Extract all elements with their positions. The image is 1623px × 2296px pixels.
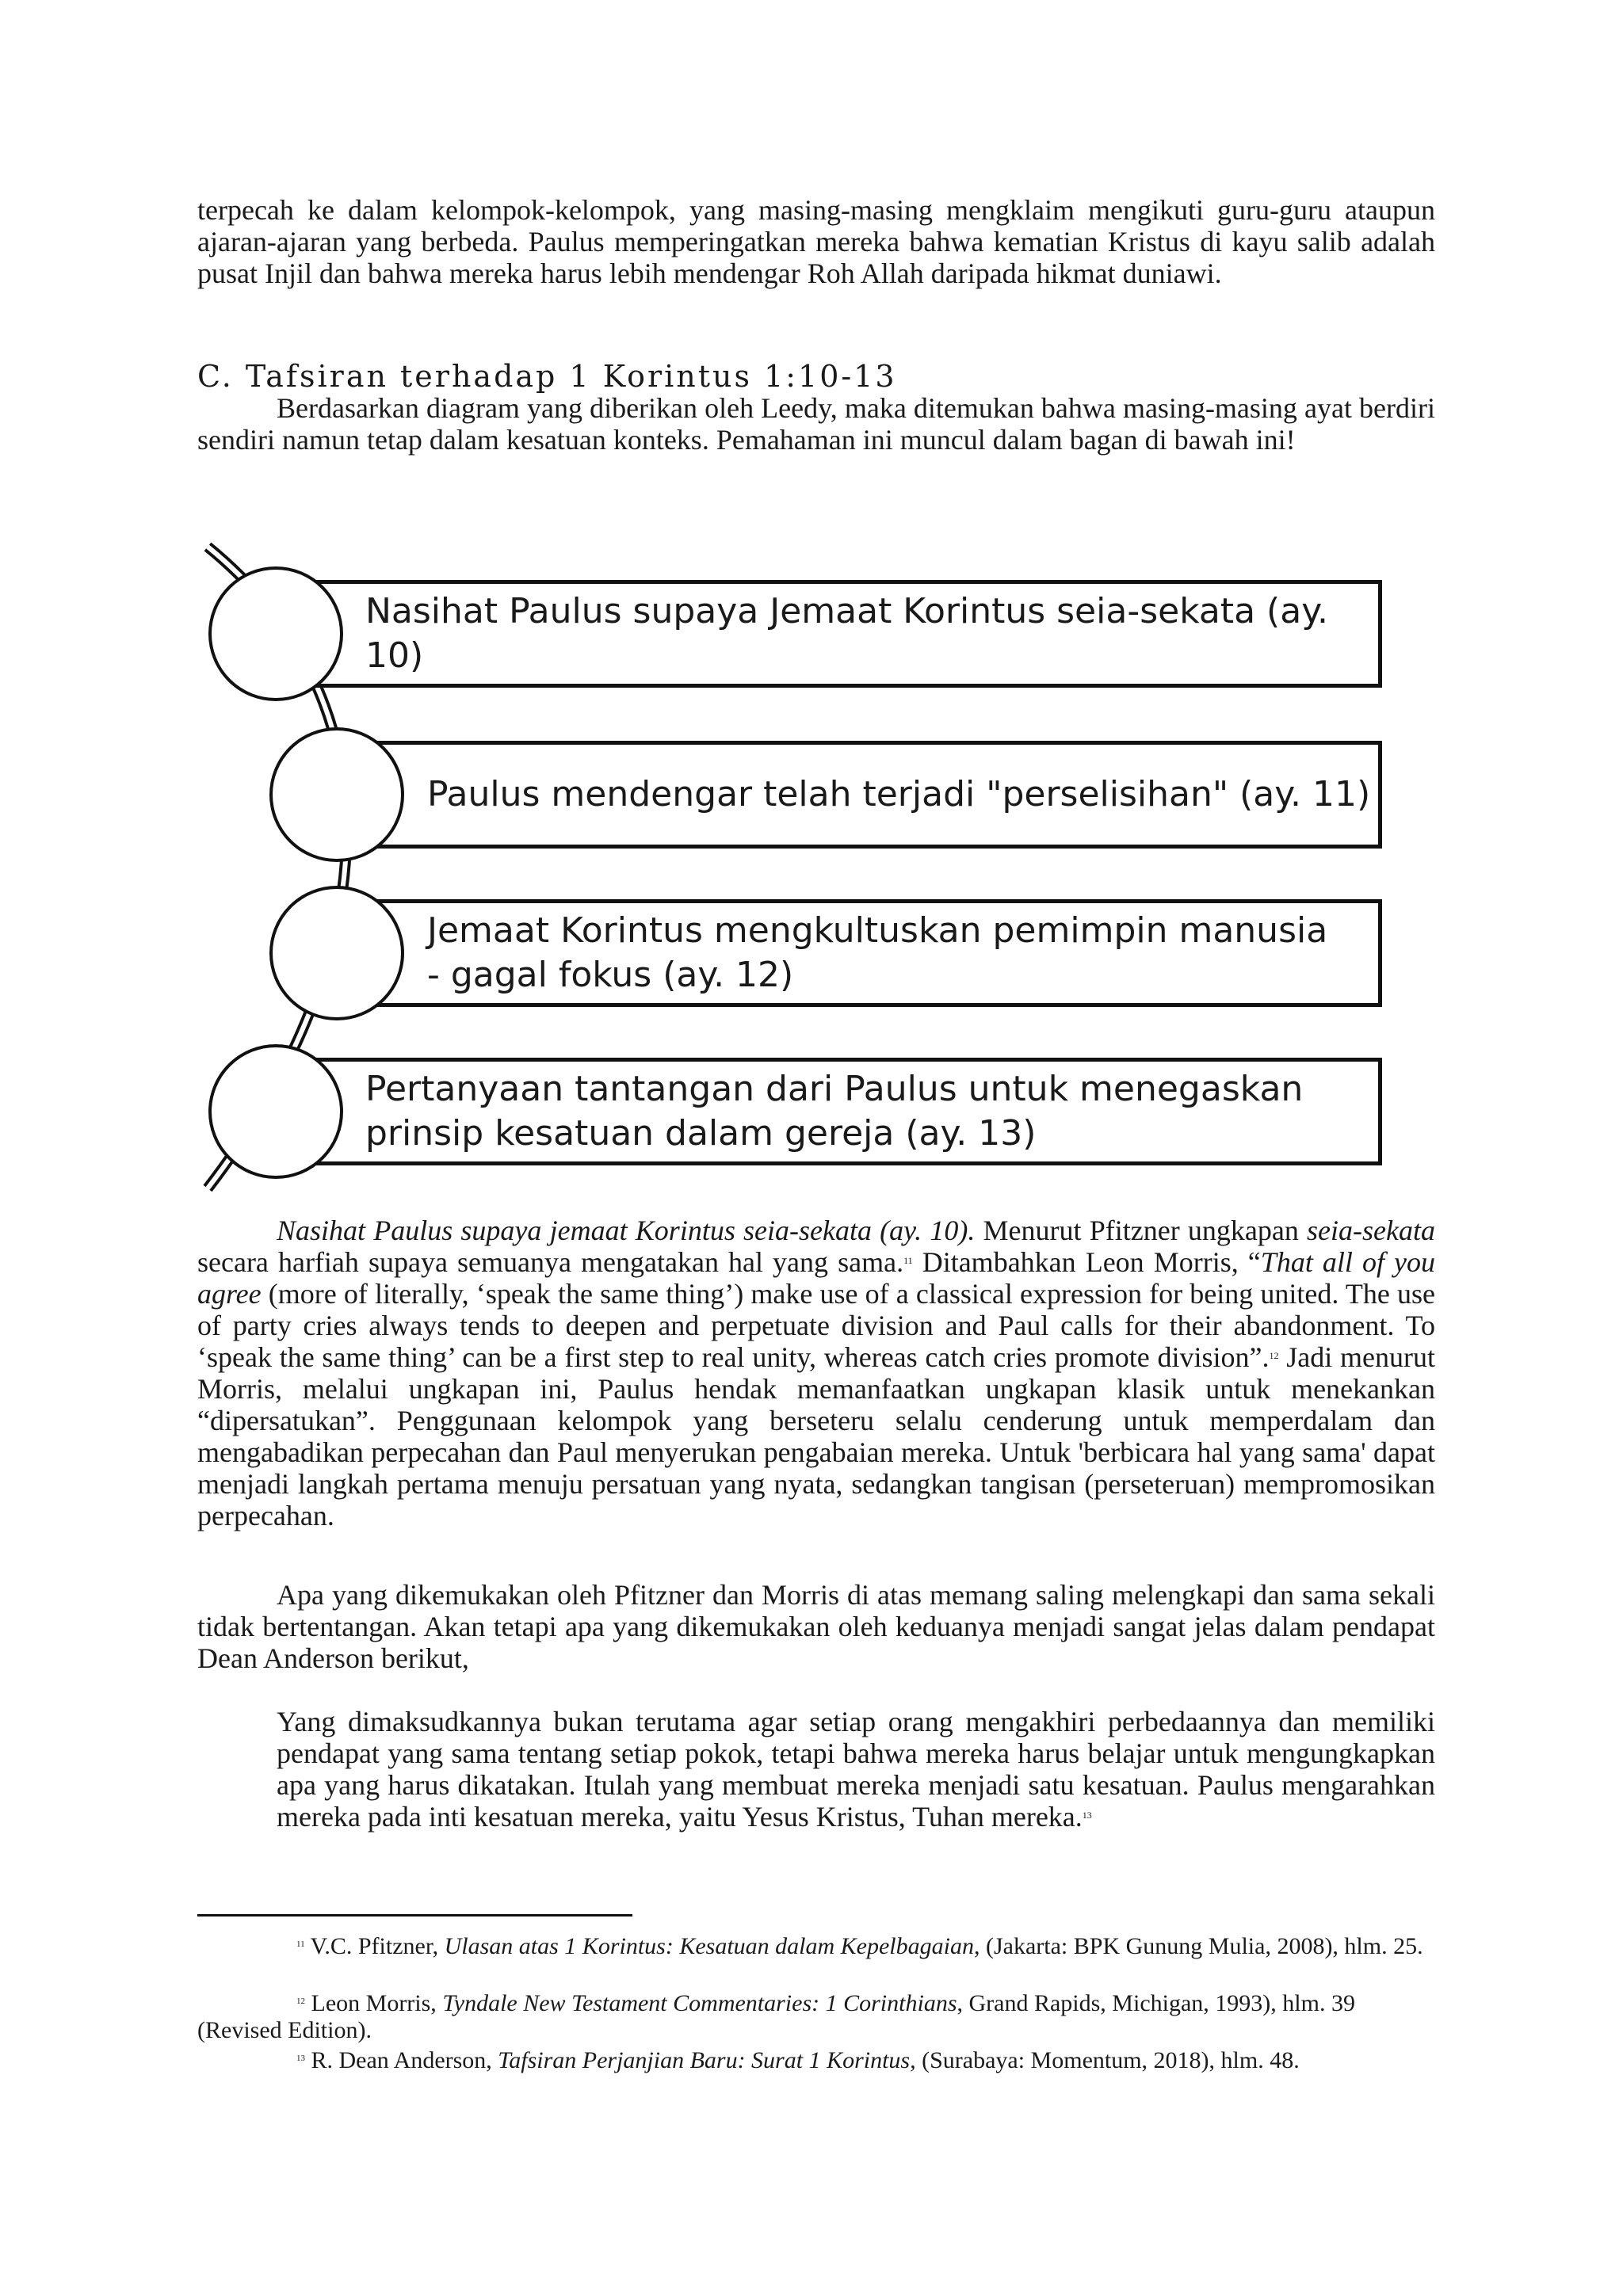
footnote-title: Ulasan atas 1 Korintus: Kesatuan dalam Kepelbagaian	[444, 1933, 974, 1959]
intro-paragraph: terpecah ke dalam kelompok-kelompok, yang masing-masing mengklaim mengikuti guru-guru ataupun ajaran-ajaran yang berbeda. Paulus memperingatkan mereka bahwa kematian Kristus di kayu salib adalah pusat Injil dan bahwa mereka harus lebih mendengar Roh Allah daripada hikmat duniawi.	[197, 194, 1435, 289]
diagram-box-label: Jemaat Korintus mengkultuskan pemimpin manusia - gagal fokus (ay. 12)	[427, 910, 1328, 995]
section-intro: Berdasarkan diagram yang diberikan oleh Leedy, maka ditemukan bahwa masing-masing ayat berdiri sendiri namun tetap dalam kesatuan konteks. Pemahaman ini muncul dalam bagan di bawah ini!	[197, 392, 1435, 456]
diagram-box-verse-12	[341, 899, 1382, 1007]
diagram-circle-2	[269, 727, 404, 862]
diagram-box-verse-13	[274, 1058, 1382, 1165]
footnote-number: 12	[296, 1997, 305, 2006]
footnote-number: 11	[296, 1939, 305, 1949]
text-run: Ditambahkan Leon Morris, “	[912, 1246, 1261, 1278]
diagram-box-label: Nasihat Paulus supaya Jemaat Korintus seia-sekata (ay. 10)	[365, 591, 1328, 676]
footnote-text: R. Dean Anderson,	[305, 2047, 498, 2073]
diagram-box-verse-11	[341, 741, 1382, 849]
footnote-text: , (Jakarta: BPK Gunung Mulia, 2008), hlm. 25.	[973, 1933, 1423, 1959]
footnote-ref-12[interactable]: 12	[1269, 1350, 1279, 1361]
quote-text: Yang dimaksudkannya bukan terutama agar setiap orang mengakhiri perbedaannya dan memiliki pendapat yang sama tentang setiap pokok, tetapi bahwa mereka harus belajar untuk mengungkapkan apa yang harus dikatakan. Itulah yang membuat mereka menjadi satu kesatuan. Paulus mengarahkan mereka pada inti kesatuan mereka, yaitu Yesus Kristus, Tuhan mereka.	[277, 1706, 1435, 1833]
italic-quote: That all of you agree	[197, 1246, 1436, 1310]
diagram-box-verse-10	[274, 580, 1382, 688]
diagram-circle-3	[269, 886, 404, 1020]
italic-term: seia-sekata	[1307, 1215, 1435, 1246]
footnote-12	[197, 1990, 1435, 2044]
footnote-title: Tyndale New Testament Commentaries: 1 Corinthians	[442, 1990, 957, 2016]
body-paragraph-2: Apa yang dikemukakan oleh Pfitzner dan Morris di atas memang saling melengkapi dan sama sekali tidak bertentangan. Akan tetapi apa yang dikemukakan oleh keduanya menjadi sangat jelas dalam pendapat Dean Anderson berikut,	[197, 1579, 1435, 1674]
footnote-text: , Grand Rapids, Michigan, 1993), hlm. 39 (Revised Edition).	[197, 1990, 1355, 2043]
footnote-separator	[197, 1914, 632, 1917]
footnote-ref-11[interactable]: 11	[903, 1255, 913, 1266]
diagram-box-label: Paulus mendengar telah terjadi "perselisihan" (ay. 11)	[427, 774, 1371, 814]
footnote-ref-13[interactable]: 13	[1082, 1810, 1092, 1821]
diagram-box-label: Pertanyaan tantangan dari Paulus untuk menegaskan prinsip kesatuan dalam gereja (ay. 13)	[365, 1069, 1304, 1154]
footnote-13	[197, 2047, 1435, 2074]
text-run: Menurut Pfitzner ungkapan	[975, 1215, 1308, 1246]
block-quote	[277, 1706, 1435, 1833]
footnote-text: Leon Morris,	[305, 1990, 443, 2016]
text-run: Jadi menurut Morris, melalui ungkapan ini, Paulus hendak memanfaatkan ungkapan klasik untuk menekankan “dipersatukan”. Penggunaan kelompok yang berseteru selalu cenderung untuk memperdalam dan mengabadikan perpecahan dan Paul menyerukan pengabaian mereka. Untuk 'berbicara hal yang sama' dapat menjadi langkah pertama menuju persatuan yang nyata, sedangkan tangisan (perseteruan) mempromosikan perpecahan.	[197, 1341, 1435, 1531]
footnote-11	[197, 1933, 1435, 1960]
italic-lead: Nasihat Paulus supaya jemaat Korintus seia-sekata (ay. 10).	[277, 1215, 976, 1246]
footnote-text: (Surabaya: Momentum, 2018), hlm. 48.	[915, 2047, 1300, 2073]
body-paragraph-1	[197, 1215, 1435, 1531]
diagram-circle-4	[208, 1044, 343, 1179]
footnote-text: V.C. Pfitzner,	[304, 1933, 445, 1959]
footnote-number: 13	[296, 2054, 305, 2063]
text-run: secara harfiah supaya semuanya mengatakan hal yang sama.	[197, 1246, 904, 1278]
text-run: (more of literally, ‘speak the same thing’) make use of a classical expression for being united. The use of party cries always tends to deepen and perpetuate division and Paul calls for their abandonment. To ‘speak the same thing’ can be a first step to real unity, whereas catch cries promote division”.	[197, 1278, 1435, 1373]
diagram-circle-1	[208, 566, 343, 701]
footnote-title: Tafsiran Perjanjian Baru: Surat 1 Korintus,	[498, 2047, 916, 2073]
section-heading: C. Tafsiran terhadap 1 Korintus 1:10-13	[197, 359, 897, 394]
